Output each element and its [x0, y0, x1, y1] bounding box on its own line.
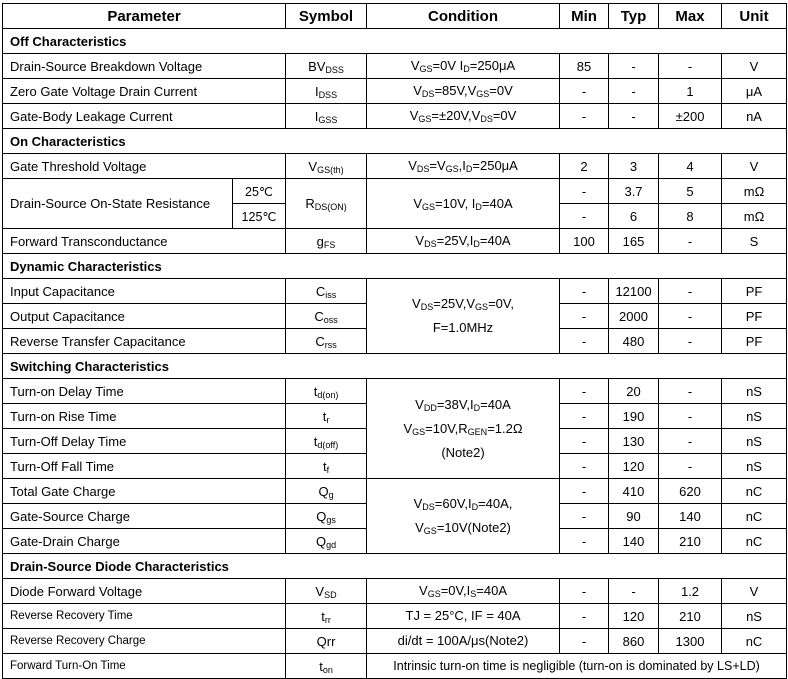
symbol: Qrr [286, 629, 367, 654]
symbol: $C_{iss}$ [286, 279, 367, 304]
typ-value: 2000 [609, 304, 659, 329]
temperature-label: 125℃ [233, 204, 286, 229]
typ-value: 120 [609, 454, 659, 479]
condition-line: F=1.0MHz [432, 320, 494, 335]
param-name: Gate-Drain Charge [3, 529, 286, 554]
min-value: - [560, 504, 609, 529]
condition-note: Intrinsic turn-on time is negligible (turn-on is dominated by LS+LD) [367, 654, 787, 679]
section-diode-title: Drain-Source Diode Characteristics [3, 554, 787, 579]
condition: di/dt = 100A/μs(Note2) [367, 629, 560, 654]
min-value: - [560, 204, 609, 229]
symbol: $t_{d(on)}$ [286, 379, 367, 404]
condition: $V_{GS}=0V,I_S=40A$ [367, 579, 560, 604]
param-name: Diode Forward Voltage [3, 579, 286, 604]
condition-line: $V_{DD}=38V,I_D=40A$ [415, 396, 511, 413]
min-value: - [560, 304, 609, 329]
table-row [3, 604, 787, 629]
max-value: 210 [659, 529, 722, 554]
min-value: - [560, 529, 609, 554]
min-value: - [560, 179, 609, 204]
param-name: Reverse Transfer Capacitance [3, 329, 286, 354]
header-parameter: Parameter [3, 4, 286, 29]
min-value: - [560, 629, 609, 654]
typ-value: 480 [609, 329, 659, 354]
table-row [3, 279, 787, 304]
typ-value: 12100 [609, 279, 659, 304]
condition-gate-charge [367, 479, 560, 554]
typ-value: 130 [609, 429, 659, 454]
condition-line: $V_{GS}=10V(Note2)$ [415, 520, 511, 536]
symbol: $Q_{gd}$ [286, 529, 367, 554]
typ-value: 3 [609, 154, 659, 179]
unit: V [722, 579, 787, 604]
section-dynamic-title: Dynamic Characteristics [3, 254, 787, 279]
unit: mΩ [722, 179, 787, 204]
condition: $V_{DS}=25V,I_D=40A$ [367, 229, 560, 254]
table-row [3, 629, 787, 654]
symbol: $V_{GS(th)}$ [286, 154, 367, 179]
typ-value: 20 [609, 379, 659, 404]
typ-value: - [609, 104, 659, 129]
section-on-title: On Characteristics [3, 129, 787, 154]
section-off-title: Off Characteristics [3, 29, 787, 54]
symbol: $R_{DS(ON)}$ [286, 179, 367, 229]
section-row [3, 554, 787, 579]
min-value: - [560, 79, 609, 104]
max-value: 1 [659, 79, 722, 104]
table-row [3, 104, 787, 129]
unit: nC [722, 504, 787, 529]
param-name: Reverse Recovery Time [3, 604, 286, 629]
unit: nC [722, 479, 787, 504]
param-name: Forward Transconductance [3, 229, 286, 254]
typ-value: 90 [609, 504, 659, 529]
typ-value: 3.7 [609, 179, 659, 204]
param-name: Turn-on Delay Time [3, 379, 286, 404]
param-name: Reverse Recovery Charge [3, 629, 286, 654]
symbol: $I_{GSS}$ [286, 104, 367, 129]
table-row [3, 154, 787, 179]
min-value: - [560, 104, 609, 129]
table-row [3, 379, 787, 404]
param-name: Gate-Source Charge [3, 504, 286, 529]
section-row [3, 129, 787, 154]
condition-line: $V_{DS}=60V,I_D=40A$, [413, 496, 513, 512]
unit: μA [722, 79, 787, 104]
table-row [3, 229, 787, 254]
symbol: $I_{DSS}$ [286, 79, 367, 104]
max-value: - [659, 329, 722, 354]
table-row [3, 179, 787, 204]
max-value: - [659, 454, 722, 479]
table-row [3, 479, 787, 504]
max-value: 1300 [659, 629, 722, 654]
min-value: 100 [560, 229, 609, 254]
typ-value: 860 [609, 629, 659, 654]
condition: $V_{DS}=V_{GS},I_D=250\mu A$ [367, 154, 560, 179]
header-unit: Unit [722, 4, 787, 29]
condition-line: $V_{DS}=25V,V_{GS}=0V$, [412, 296, 514, 312]
header-symbol: Symbol [286, 4, 367, 29]
param-name: Input Capacitance [3, 279, 286, 304]
typ-value: - [609, 79, 659, 104]
max-value: - [659, 279, 722, 304]
symbol: $C_{oss}$ [286, 304, 367, 329]
condition: $V_{DS}=85V,V_{GS}=0V$ [367, 79, 560, 104]
max-value: - [659, 54, 722, 79]
unit: nS [722, 604, 787, 629]
param-name: Zero Gate Voltage Drain Current [3, 79, 286, 104]
unit: nC [722, 529, 787, 554]
min-value: - [560, 604, 609, 629]
header-typ: Typ [609, 4, 659, 29]
min-value: - [560, 454, 609, 479]
header-min: Min [560, 4, 609, 29]
typ-value: - [609, 54, 659, 79]
unit: nS [722, 429, 787, 454]
min-value: - [560, 379, 609, 404]
table-row [3, 54, 787, 79]
max-value: 4 [659, 154, 722, 179]
unit: nA [722, 104, 787, 129]
unit: nC [722, 629, 787, 654]
param-name: Output Capacitance [3, 304, 286, 329]
typ-value: 410 [609, 479, 659, 504]
param-name: Drain-Source On-State Resistance [3, 179, 233, 229]
section-row [3, 29, 787, 54]
param-name: Forward Turn-On Time [3, 654, 286, 679]
symbol: $Q_{gs}$ [286, 504, 367, 529]
max-value: 5 [659, 179, 722, 204]
typ-value: 165 [609, 229, 659, 254]
max-value: 8 [659, 204, 722, 229]
max-value: 620 [659, 479, 722, 504]
symbol: $t_{on}$ [286, 654, 367, 679]
min-value: 2 [560, 154, 609, 179]
min-value: - [560, 404, 609, 429]
param-name: Turn-Off Fall Time [3, 454, 286, 479]
symbol: $g_{FS}$ [286, 229, 367, 254]
symbol: $V_{SD}$ [286, 579, 367, 604]
table-row [3, 79, 787, 104]
condition: $V_{GS}=10V$, $I_D=40A$ [367, 179, 560, 229]
section-row [3, 354, 787, 379]
typ-value: - [609, 579, 659, 604]
max-value: - [659, 229, 722, 254]
min-value: - [560, 279, 609, 304]
table-row [3, 579, 787, 604]
typ-value: 6 [609, 204, 659, 229]
min-value: - [560, 579, 609, 604]
min-value: - [560, 429, 609, 454]
unit: PF [722, 304, 787, 329]
symbol: $t_f$ [286, 454, 367, 479]
param-name: Total Gate Charge [3, 479, 286, 504]
max-value: 140 [659, 504, 722, 529]
header-max: Max [659, 4, 722, 29]
unit: mΩ [722, 204, 787, 229]
param-name: Drain-Source Breakdown Voltage [3, 54, 286, 79]
header-row [3, 4, 787, 29]
unit: PF [722, 279, 787, 304]
min-value: - [560, 479, 609, 504]
symbol: $BV_{DSS}$ [286, 54, 367, 79]
condition-switching [367, 379, 560, 479]
unit: V [722, 154, 787, 179]
symbol: $Q_g$ [286, 479, 367, 504]
max-value: ±200 [659, 104, 722, 129]
param-name: Turn-Off Delay Time [3, 429, 286, 454]
symbol: $t_{rr}$ [286, 604, 367, 629]
max-value: - [659, 379, 722, 404]
condition-line: $V_{GS}=10V,R_{GEN}=1.2\Omega$ [403, 420, 523, 437]
condition-capacitance [367, 279, 560, 354]
max-value: 1.2 [659, 579, 722, 604]
param-name: Gate Threshold Voltage [3, 154, 286, 179]
unit: nS [722, 454, 787, 479]
condition: $V_{GS}=0V$ $I_D=250\mu A$ [367, 54, 560, 79]
symbol: $t_{d(off)}$ [286, 429, 367, 454]
unit: nS [722, 404, 787, 429]
max-value: 210 [659, 604, 722, 629]
symbol: $C_{rss}$ [286, 329, 367, 354]
max-value: - [659, 404, 722, 429]
condition-line: (Note2) [441, 444, 485, 460]
condition: $V_{GS}=\pm 20V,V_{DS}=0V$ [367, 104, 560, 129]
header-condition: Condition [367, 4, 560, 29]
unit: nS [722, 379, 787, 404]
max-value: - [659, 429, 722, 454]
table-row [3, 654, 787, 679]
temperature-label: 25℃ [233, 179, 286, 204]
typ-value: 140 [609, 529, 659, 554]
min-value: 85 [560, 54, 609, 79]
section-row [3, 254, 787, 279]
min-value: - [560, 329, 609, 354]
typ-value: 190 [609, 404, 659, 429]
symbol: $t_r$ [286, 404, 367, 429]
section-switching-title: Switching Characteristics [3, 354, 787, 379]
condition: TJ = 25°C, IF = 40A [367, 604, 560, 629]
param-name: Turn-on Rise Time [3, 404, 286, 429]
unit: V [722, 54, 787, 79]
max-value: - [659, 304, 722, 329]
electrical-characteristics-table [2, 3, 787, 679]
param-name: Gate-Body Leakage Current [3, 104, 286, 129]
unit: PF [722, 329, 787, 354]
unit: S [722, 229, 787, 254]
typ-value: 120 [609, 604, 659, 629]
